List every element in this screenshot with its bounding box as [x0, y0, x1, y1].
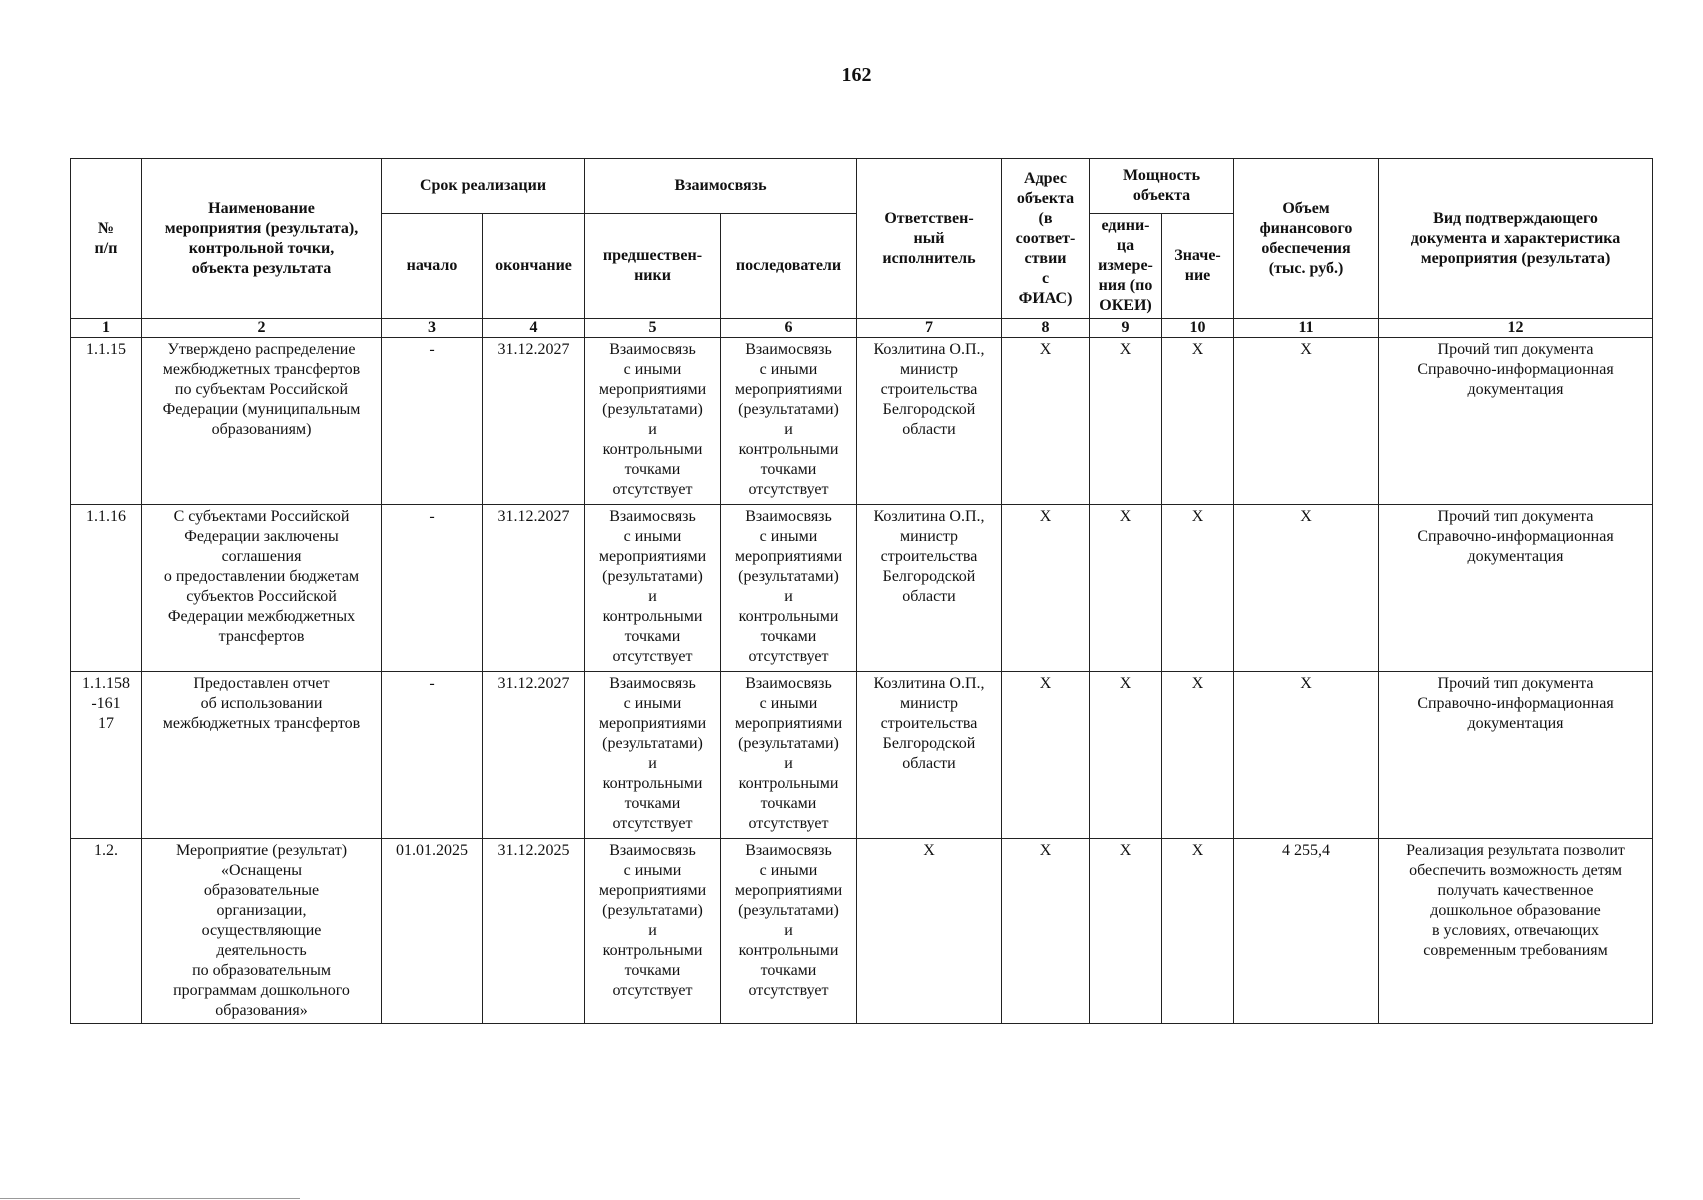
row-doc: Прочий тип документа Справочно-информационная документация	[1379, 505, 1653, 672]
footer-rule	[0, 1198, 300, 1199]
header-address: Адрес объекта (в соответ- ствии с ФИАС)	[1002, 159, 1090, 319]
row-predecessors: Взаимосвязь с иными мероприятиями (результатами) и контрольными точками отсутствует	[585, 839, 721, 1024]
header-finance: Объем финансового обеспечения (тыс. руб.)	[1234, 159, 1379, 319]
row-doc: Реализация результата позволит обеспечить возможность детям получать качественное дошкольное образование в условиях, отвечающих современным требованиям	[1379, 839, 1653, 1024]
row-num: 1.1.15	[71, 338, 142, 505]
row-address: X	[1002, 505, 1090, 672]
column-number: 7	[857, 319, 1002, 338]
row-unit: X	[1090, 839, 1162, 1024]
row-name: Утверждено распределение межбюджетных трансфертов по субъектам Российской Федерации (муниципальным образованиям)	[142, 338, 382, 505]
row-address: X	[1002, 839, 1090, 1024]
row-predecessors: Взаимосвязь с иными мероприятиями (результатами) и контрольными точками отсутствует	[585, 672, 721, 839]
row-value: X	[1162, 338, 1234, 505]
row-num: 1.1.16	[71, 505, 142, 672]
row-num: 1.1.158 -161 17	[71, 672, 142, 839]
row-finance: X	[1234, 338, 1379, 505]
header-successors: последователи	[721, 214, 857, 319]
row-responsible: Козлитина О.П., министр строительства Белгородской области	[857, 505, 1002, 672]
column-number: 11	[1234, 319, 1379, 338]
column-numbers-row	[71, 319, 1653, 338]
row-address: X	[1002, 338, 1090, 505]
row-doc: Прочий тип документа Справочно-информационная документация	[1379, 672, 1653, 839]
header-predecessors: предшествен- ники	[585, 214, 721, 319]
column-number: 5	[585, 319, 721, 338]
row-end: 31.12.2025	[483, 839, 585, 1024]
column-number: 9	[1090, 319, 1162, 338]
row-successors: Взаимосвязь с иными мероприятиями (результатами) и контрольными точками отсутствует	[721, 338, 857, 505]
page-number: 162	[841, 64, 872, 86]
header-start: начало	[382, 214, 483, 319]
row-successors: Взаимосвязь с иными мероприятиями (результатами) и контрольными точками отсутствует	[721, 505, 857, 672]
row-end: 31.12.2027	[483, 505, 585, 672]
row-num: 1.2.	[71, 839, 142, 1024]
row-address: X	[1002, 672, 1090, 839]
row-predecessors: Взаимосвязь с иными мероприятиями (результатами) и контрольными точками отсутствует	[585, 505, 721, 672]
row-start: -	[382, 338, 483, 505]
row-finance: X	[1234, 505, 1379, 672]
row-start: 01.01.2025	[382, 839, 483, 1024]
header-name: Наименование мероприятия (результата), контрольной точки, объекта результата	[142, 159, 382, 319]
row-name: Мероприятие (результат) «Оснащены образовательные организации, осуществляющие деятельность по образовательным программам дошкольного образования»	[142, 839, 382, 1024]
header-term: Срок реализации	[382, 159, 585, 214]
row-unit: X	[1090, 672, 1162, 839]
row-value: X	[1162, 839, 1234, 1024]
table-row	[71, 505, 1653, 672]
row-doc: Прочий тип документа Справочно-информационная документация	[1379, 338, 1653, 505]
column-number: 8	[1002, 319, 1090, 338]
row-value: X	[1162, 505, 1234, 672]
column-number: 3	[382, 319, 483, 338]
column-number: 6	[721, 319, 857, 338]
row-name: Предоставлен отчет об использовании межбюджетных трансфертов	[142, 672, 382, 839]
row-start: -	[382, 672, 483, 839]
header-relation: Взаимосвязь	[585, 159, 857, 214]
row-responsible: X	[857, 839, 1002, 1024]
row-responsible: Козлитина О.П., министр строительства Белгородской области	[857, 338, 1002, 505]
row-unit: X	[1090, 338, 1162, 505]
header-value: Значе- ние	[1162, 214, 1234, 319]
activities-table	[70, 158, 1653, 1024]
row-predecessors: Взаимосвязь с иными мероприятиями (результатами) и контрольными точками отсутствует	[585, 338, 721, 505]
row-start: -	[382, 505, 483, 672]
table-row	[71, 839, 1653, 1024]
column-number: 4	[483, 319, 585, 338]
row-finance: X	[1234, 672, 1379, 839]
column-number: 2	[142, 319, 382, 338]
table-row	[71, 672, 1653, 839]
header-capacity: Мощность объекта	[1090, 159, 1234, 214]
row-responsible: Козлитина О.П., министр строительства Белгородской области	[857, 672, 1002, 839]
column-number: 1	[71, 319, 142, 338]
row-end: 31.12.2027	[483, 672, 585, 839]
table-row	[71, 338, 1653, 505]
row-unit: X	[1090, 505, 1162, 672]
header-end: окончание	[483, 214, 585, 319]
header-num: № п/п	[71, 159, 142, 319]
row-finance: 4 255,4	[1234, 839, 1379, 1024]
header-doc: Вид подтверждающего документа и характеристика мероприятия (результата)	[1379, 159, 1653, 319]
header-unit: едини- ца измере- ния (по ОКЕИ)	[1090, 214, 1162, 319]
column-number: 10	[1162, 319, 1234, 338]
row-successors: Взаимосвязь с иными мероприятиями (результатами) и контрольными точками отсутствует	[721, 672, 857, 839]
row-value: X	[1162, 672, 1234, 839]
row-name: С субъектами Российской Федерации заключены соглашения о предоставлении бюджетам субъектов Российской Федерации межбюджетных трансфертов	[142, 505, 382, 672]
column-number: 12	[1379, 319, 1653, 338]
row-successors: Взаимосвязь с иными мероприятиями (результатами) и контрольными точками отсутствует	[721, 839, 857, 1024]
header-responsible: Ответствен- ный исполнитель	[857, 159, 1002, 319]
row-end: 31.12.2027	[483, 338, 585, 505]
